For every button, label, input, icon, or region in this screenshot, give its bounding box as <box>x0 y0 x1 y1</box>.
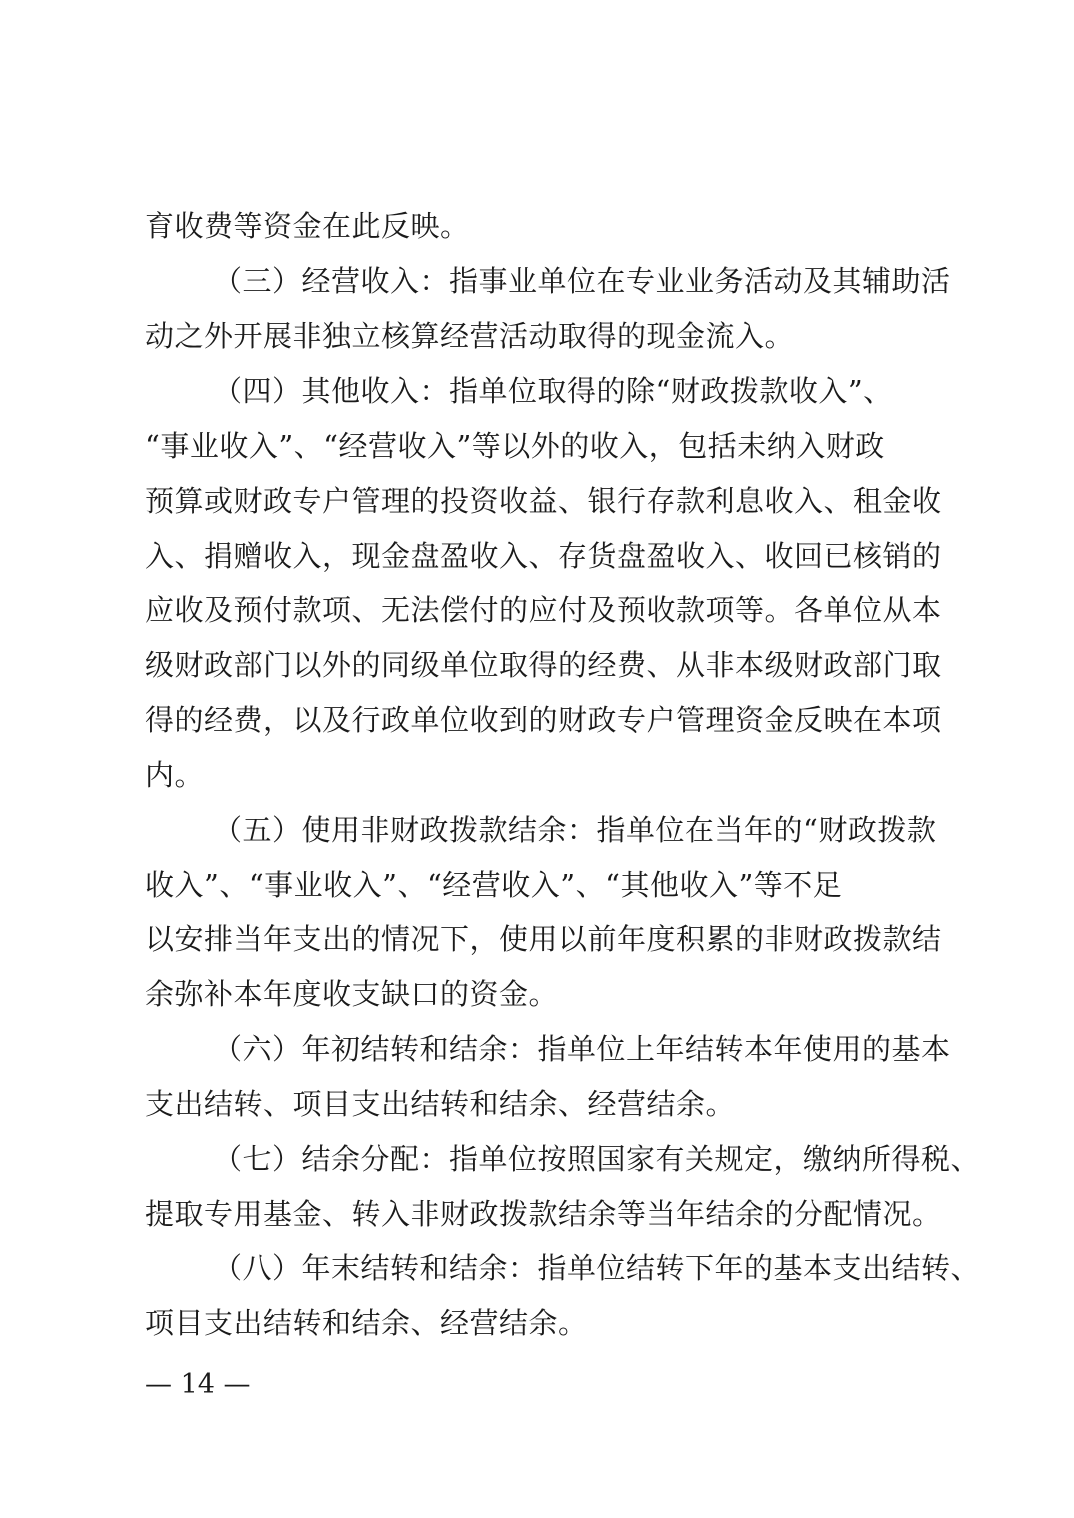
text-line-18: （七）结余分配：指单位按照国家有关规定，缴纳所得税、 <box>213 1142 981 1176</box>
text-line-11: 内。 <box>145 758 205 792</box>
text-line-21: 项目支出结转和结余、经营结余。 <box>145 1306 588 1340</box>
text-line-8: 应收及预付款项、无法偿付的应付及预收款项等。各单位从本 <box>145 593 942 627</box>
text-line-19: 提取专用基金、转入非财政拨款结余等当年结余的分配情况。 <box>145 1197 942 1231</box>
text-line-15: 余弥补本年度收支缺口的资金。 <box>145 977 559 1011</box>
text-line-10: 得的经费，以及行政单位收到的财政专户管理资金反映在本项 <box>145 703 942 737</box>
text-line-13: 收入”、“事业收入”、“经营收入”、“其他收入”等不足 <box>145 868 843 902</box>
text-line-14: 以安排当年支出的情况下，使用以前年度积累的非财政拨款结 <box>145 922 942 956</box>
text-line-1: 育收费等资金在此反映。 <box>145 209 470 243</box>
text-line-3: 动之外开展非独立核算经营活动取得的现金流入。 <box>145 319 795 353</box>
text-line-6: 预算或财政专户管理的投资收益、银行存款利息收入、租金收 <box>145 484 942 518</box>
text-line-20: （八）年末结转和结余：指单位结转下年的基本支出结转、 <box>213 1251 981 1285</box>
text-line-2: （三）经营收入：指事业单位在专业业务活动及其辅助活 <box>213 264 951 298</box>
text-line-7: 入、捐赠收入，现金盘盈收入、存货盘盈收入、收回已核销的 <box>145 539 942 573</box>
text-line-17: 支出结转、项目支出结转和结余、经营结余。 <box>145 1087 736 1121</box>
text-line-4: （四）其他收入：指单位取得的除“财政拨款收入”、 <box>213 374 893 408</box>
text-line-5: “事业收入”、“经营收入”等以外的收入，包括未纳入财政 <box>145 429 885 463</box>
page-number: — 14 — <box>145 1369 251 1400</box>
text-line-16: （六）年初结转和结余：指单位上年结转本年使用的基本 <box>213 1032 951 1066</box>
text-line-12: （五）使用非财政拨款结余：指单位在当年的“财政拨款 <box>213 813 937 847</box>
text-line-9: 级财政部门以外的同级单位取得的经费、从非本级财政部门取 <box>145 648 942 682</box>
